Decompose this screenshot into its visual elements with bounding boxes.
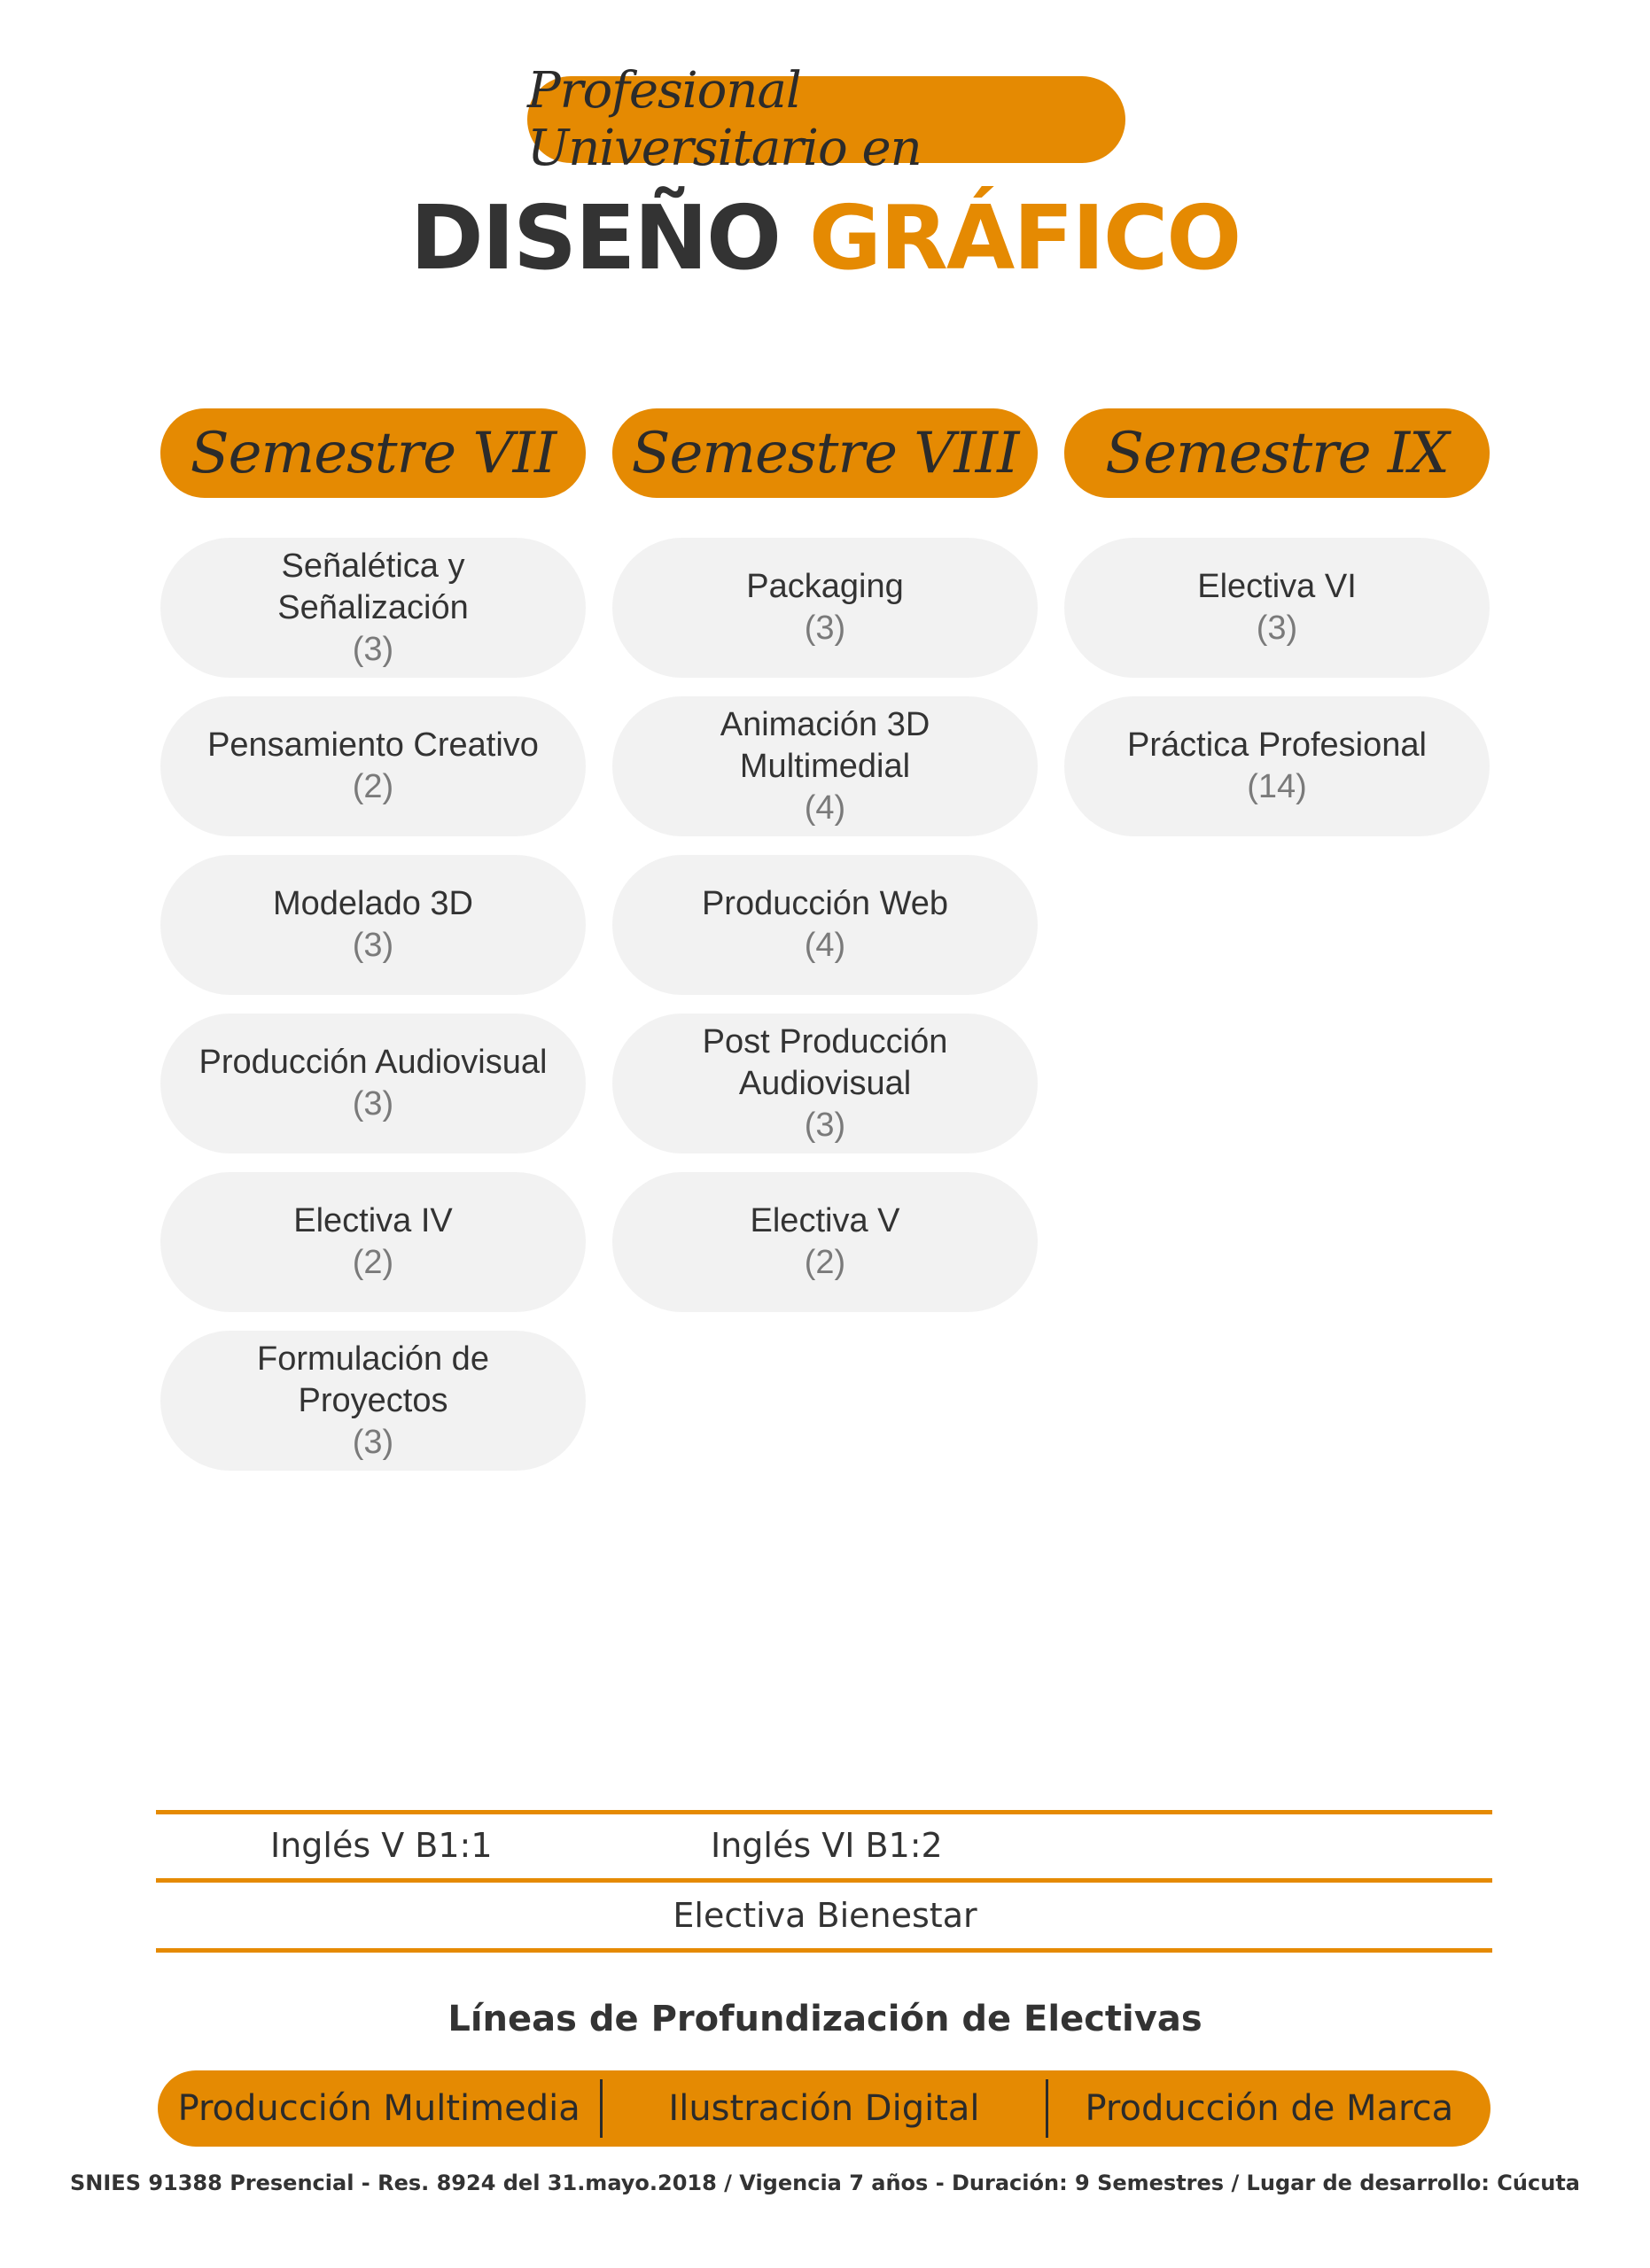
course-name: Señalética y Señalización <box>277 547 469 626</box>
course-name: Producción Audiovisual <box>198 1044 548 1081</box>
course-credits: (4) <box>804 927 846 964</box>
course-card <box>612 1172 1038 1312</box>
course-credits: (2) <box>352 1244 394 1281</box>
course-credits: (3) <box>352 1085 394 1122</box>
semester-label: Semestre VII <box>190 420 556 486</box>
course-name: Formulación de Proyectos <box>257 1340 489 1419</box>
program-type-label: Profesional Universitario en <box>527 62 922 177</box>
course-credits: (3) <box>352 630 394 668</box>
course-name: Práctica Profesional <box>1127 726 1427 764</box>
divider-line <box>156 1810 1492 1814</box>
course-credits: (4) <box>804 788 846 827</box>
course-credits: (2) <box>804 1244 846 1281</box>
course-card <box>1064 696 1490 836</box>
course-card <box>1064 538 1490 678</box>
course-credits: (3) <box>1256 610 1298 647</box>
course-name: Modelado 3D <box>272 885 474 922</box>
elective-line: Ilustración Digital <box>668 2088 980 2129</box>
course-card <box>160 1172 586 1312</box>
elective-line: Producción Multimedia <box>177 2088 580 2129</box>
course-credits: (3) <box>804 1106 846 1144</box>
course-card <box>612 696 1038 836</box>
page-title <box>0 186 1650 290</box>
course-card <box>160 1014 586 1153</box>
course-card <box>612 538 1038 678</box>
course-name: Animación 3D Multimedial <box>720 705 930 785</box>
divider-line <box>156 1878 1492 1883</box>
course-name: Producción Web <box>701 885 949 922</box>
course-card <box>160 855 586 995</box>
course-name: Electiva IV <box>293 1202 453 1239</box>
divider-line <box>156 1948 1492 1953</box>
course-name: Pensamiento Creativo <box>207 726 539 764</box>
footer-info: SNIES 91388 Presencial - Res. 8924 del 31.mayo.2018 / Vigencia 7 años - Duración: 9 Semestres / Lugar de desarrollo: Cúcuta <box>70 2171 1580 2195</box>
title-word-2: GRÁFICO <box>808 186 1241 290</box>
course-name: Packaging <box>746 568 904 605</box>
course-name: Electiva VI <box>1197 568 1357 605</box>
semester-label: Semestre IX <box>1105 420 1449 486</box>
bienestar-course: Electiva Bienestar <box>673 1896 977 1935</box>
course-name: Post Producción Audiovisual <box>702 1022 948 1102</box>
course-credits: (2) <box>352 768 394 805</box>
course-credits: (3) <box>804 610 846 647</box>
semester-label: Semestre VIII <box>631 420 1019 486</box>
semester-header-viii <box>612 408 1038 498</box>
course-credits: (14) <box>1247 768 1307 805</box>
course-credits: (3) <box>352 1423 394 1461</box>
course-card <box>612 855 1038 995</box>
title-word-1: DISEÑO <box>409 186 781 290</box>
semester-header-vii <box>160 408 586 498</box>
course-card <box>612 1014 1038 1153</box>
program-type-badge <box>527 62 1125 177</box>
electives-title: Líneas de Profundización de Electivas <box>448 1999 1202 2039</box>
elective-line: Producción de Marca <box>1085 2088 1454 2129</box>
course-card <box>160 538 586 678</box>
course-name: Electiva V <box>750 1202 900 1239</box>
english-course-1: Inglés V B1:1 <box>270 1826 493 1865</box>
course-card <box>160 696 586 836</box>
course-credits: (3) <box>352 927 394 964</box>
course-card <box>160 1331 586 1471</box>
semester-header-ix <box>1064 408 1490 498</box>
english-course-2: Inglés VI B1:2 <box>711 1826 943 1865</box>
electives-bar <box>158 2070 1490 2147</box>
